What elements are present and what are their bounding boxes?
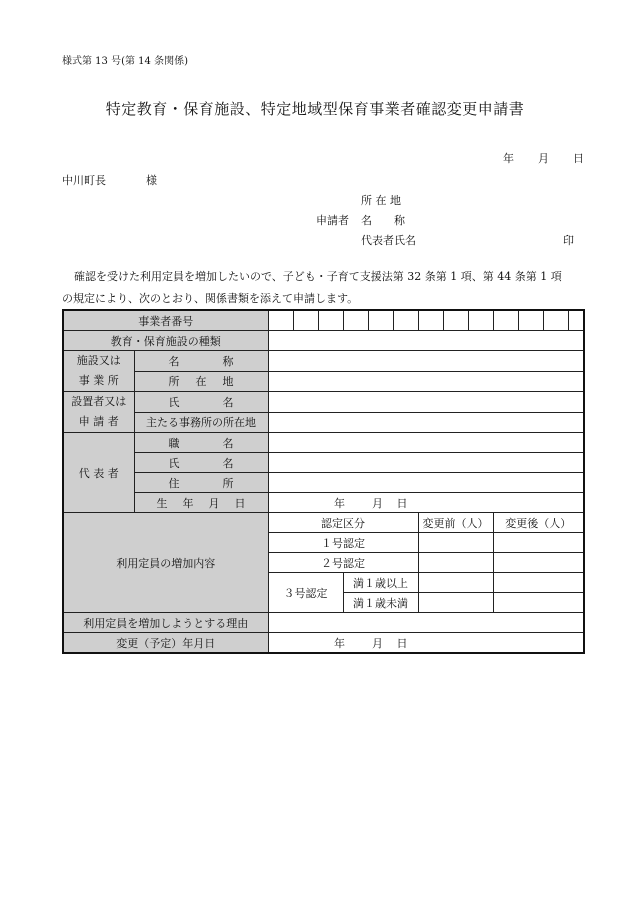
row-reason bbox=[63, 613, 584, 633]
rep-title-label: 職 名 bbox=[134, 433, 268, 453]
applicant-location-label: 所 在 地 bbox=[361, 194, 401, 207]
date-day-label: 日 bbox=[573, 152, 584, 165]
business-number-digit[interactable] bbox=[493, 310, 518, 331]
seal-mark: 印 bbox=[563, 234, 574, 247]
change-year-label: 年 bbox=[334, 636, 345, 650]
date-year-label: 年 bbox=[503, 152, 514, 165]
birth-month-label: 月 bbox=[372, 496, 383, 510]
business-number-digit[interactable] bbox=[268, 310, 293, 331]
applicant-name-label: 名 称 bbox=[361, 214, 405, 227]
cert3-label: ３号認定 bbox=[268, 573, 343, 613]
founder-name-label: 氏 名 bbox=[134, 392, 268, 413]
row-rep-name bbox=[63, 453, 584, 473]
rep-title-field[interactable] bbox=[268, 433, 584, 453]
business-number-digit[interactable] bbox=[468, 310, 493, 331]
facility-location-label: 所 在 地 bbox=[134, 371, 268, 392]
change-month-label: 月 bbox=[372, 636, 383, 650]
applicant-representative-label: 代表者氏名 bbox=[361, 234, 416, 247]
rep-name-label: 氏 名 bbox=[134, 453, 268, 473]
reason-field[interactable] bbox=[268, 613, 584, 633]
row-rep-birth bbox=[63, 493, 584, 513]
facility-location-field[interactable] bbox=[268, 371, 584, 392]
rep-address-field[interactable] bbox=[268, 473, 584, 493]
cert-header: 認定区分 bbox=[268, 513, 418, 533]
rep-birth-label: 生 年 月 日 bbox=[134, 493, 268, 513]
form-number: 様式第 13 号(第 14 条関係) bbox=[62, 56, 188, 67]
change-date-field[interactable] bbox=[268, 633, 584, 654]
main-office-field[interactable] bbox=[268, 412, 584, 433]
rep-address-label: 住 所 bbox=[134, 473, 268, 493]
cert1-before-field[interactable] bbox=[418, 533, 493, 553]
cert1-after-field[interactable] bbox=[493, 533, 584, 553]
business-number-digit[interactable] bbox=[443, 310, 468, 331]
row-change-date bbox=[63, 633, 584, 654]
cert3b-label: 満１歳未満 bbox=[343, 593, 418, 613]
row-rep-address bbox=[63, 473, 584, 493]
business-number-digit[interactable] bbox=[568, 310, 584, 331]
body-text-line-1: 確認を受けた利用定員を増加したいので、子ども・子育て支援法第 32 条第 1 項、第 44 条第 1 項 bbox=[74, 270, 562, 283]
facility-group-label: 施設又は 事 業 所 bbox=[63, 351, 134, 392]
body-text-line-2: の規定により、次のとおり、関係書類を添えて申請します。 bbox=[62, 292, 359, 305]
application-table bbox=[62, 309, 585, 654]
cert3a-after-field[interactable] bbox=[493, 573, 584, 593]
applicant-label: 申請者 bbox=[316, 214, 349, 227]
business-number-digit[interactable] bbox=[343, 310, 368, 331]
facility-type-field[interactable] bbox=[268, 331, 584, 351]
main-office-label: 主たる事務所の所在地 bbox=[134, 412, 268, 433]
business-number-digit[interactable] bbox=[393, 310, 418, 331]
business-number-digit[interactable] bbox=[318, 310, 343, 331]
date-month-label: 月 bbox=[538, 152, 549, 165]
cert3b-after-field[interactable] bbox=[493, 593, 584, 613]
row-business-number bbox=[63, 310, 584, 331]
change-day-label: 日 bbox=[396, 636, 408, 650]
row-facility-location bbox=[63, 371, 584, 392]
addressee-name: 中川町長 bbox=[62, 174, 106, 187]
document-title: 特定教育・保育施設、特定地域型保育事業者確認変更申請書 bbox=[105, 100, 525, 118]
representative-group-label: 代 表 者 bbox=[63, 433, 134, 513]
row-founder-name bbox=[63, 392, 584, 413]
founder-group-label: 設置者又は 申 請 者 bbox=[63, 392, 134, 433]
row-facility-type bbox=[63, 331, 584, 351]
cert2-label: ２号認定 bbox=[268, 553, 418, 573]
after-header: 変更後（人） bbox=[493, 513, 584, 533]
before-header: 変更前（人） bbox=[418, 513, 493, 533]
business-number-digit[interactable] bbox=[543, 310, 568, 331]
business-number-digit[interactable] bbox=[293, 310, 318, 331]
cert3a-label: 満１歳以上 bbox=[343, 573, 418, 593]
business-number-digit[interactable] bbox=[368, 310, 393, 331]
reason-label: 利用定員を増加しようとする理由 bbox=[63, 613, 268, 633]
cert2-after-field[interactable] bbox=[493, 553, 584, 573]
birth-day-label: 日 bbox=[396, 496, 408, 510]
row-facility-name bbox=[63, 351, 584, 372]
cert3b-before-field[interactable] bbox=[418, 593, 493, 613]
rep-birth-field[interactable] bbox=[268, 493, 584, 513]
row-rep-title bbox=[63, 433, 584, 453]
rep-name-field[interactable] bbox=[268, 453, 584, 473]
business-number-digit[interactable] bbox=[518, 310, 543, 331]
cert3a-before-field[interactable] bbox=[418, 573, 493, 593]
founder-name-field[interactable] bbox=[268, 392, 584, 413]
row-main-office bbox=[63, 412, 584, 433]
facility-type-label: 教育・保育施設の種類 bbox=[63, 331, 268, 351]
business-number-label: 事業者番号 bbox=[63, 310, 268, 331]
business-number-digit[interactable] bbox=[418, 310, 443, 331]
addressee-honorific: 様 bbox=[146, 174, 157, 187]
cert1-label: １号認定 bbox=[268, 533, 418, 553]
facility-name-field[interactable] bbox=[268, 351, 584, 372]
cert2-before-field[interactable] bbox=[418, 553, 493, 573]
facility-name-label: 名 称 bbox=[134, 351, 268, 372]
birth-year-label: 年 bbox=[334, 496, 345, 510]
row-cert-header bbox=[63, 513, 584, 533]
change-date-label: 変更（予定）年月日 bbox=[63, 633, 268, 654]
increase-content-label: 利用定員の増加内容 bbox=[63, 513, 268, 613]
